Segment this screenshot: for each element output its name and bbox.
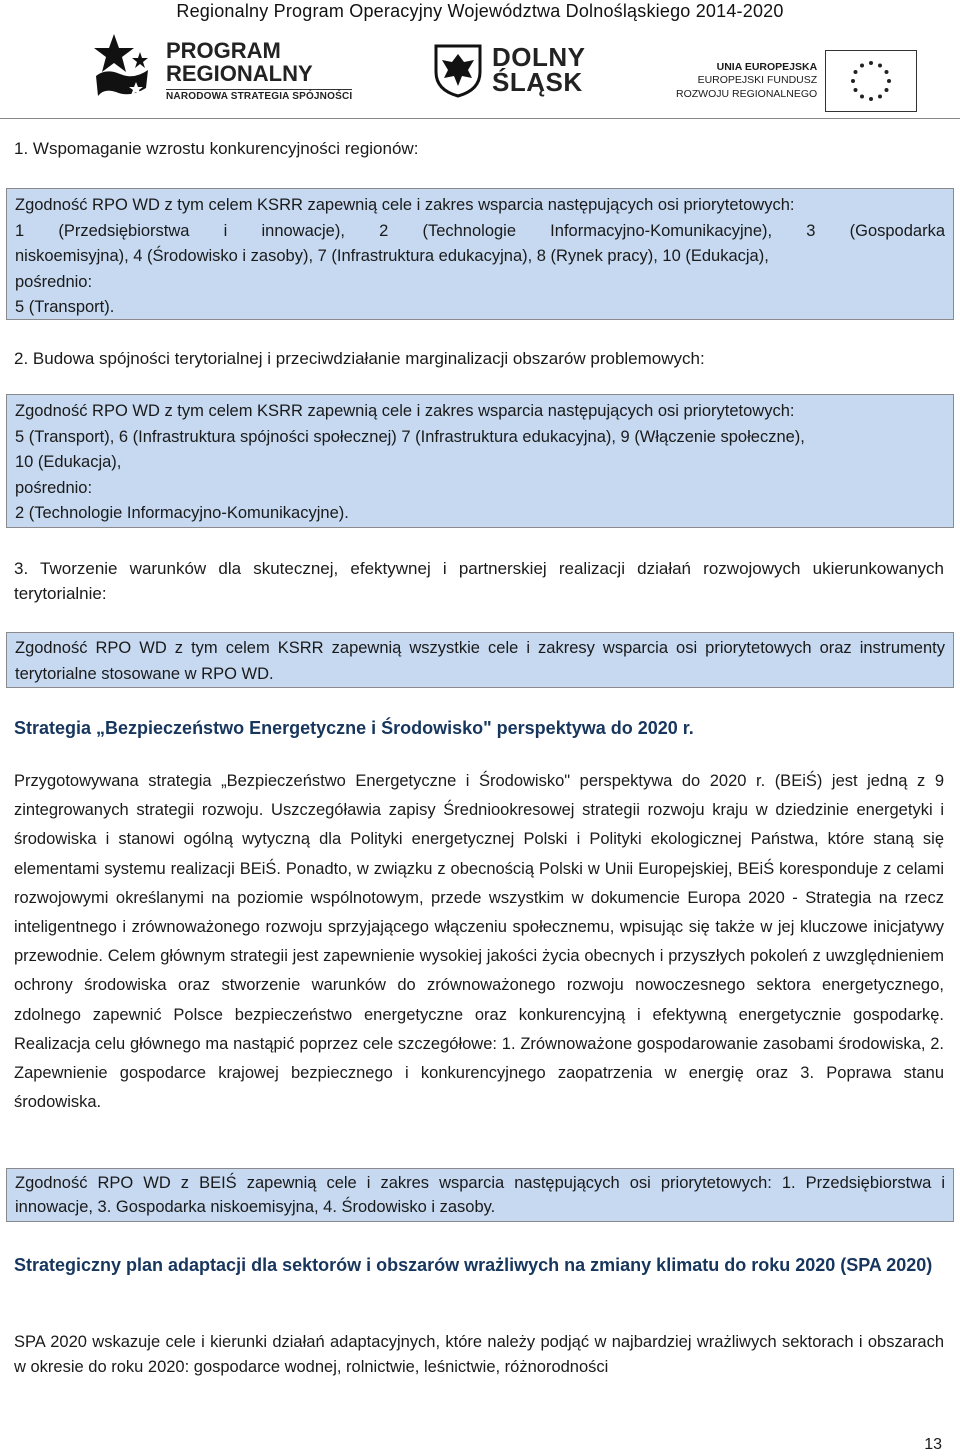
logo-eu-line2: EUROPEJSKI FUNDUSZ bbox=[697, 74, 818, 87]
box-line: Zgodność RPO WD z tym celem KSRR zapewnią cele i zakres wsparcia następujących osi priorytetowych: bbox=[15, 196, 795, 214]
page-header: Regionalny Program Operacyjny Województwa Dolnośląskiego 2014-2020 bbox=[176, 1, 784, 21]
eagle-shield-icon bbox=[432, 42, 484, 98]
section-heading-3: 3. Tworzenie warunków dla skutecznej, efektywnej i partnerskiej realizacji działań rozwojowych ukierunkowanych terytorialnie: bbox=[14, 559, 944, 603]
section-1-box bbox=[6, 188, 954, 320]
eu-logo bbox=[676, 50, 917, 112]
strategy-spa-heading: Strategiczny plan adaptacji dla sektorów i obszarów wrażliwych na zmiany klimatu do roku 2020 (SPA 2020) bbox=[14, 1255, 933, 1275]
logo-program-line1: PROGRAM bbox=[166, 38, 281, 63]
logo-eu-line1: UNIA EUROPEJSKA bbox=[716, 61, 818, 74]
box-line: pośrednio: bbox=[15, 272, 93, 291]
box-line: niskoemisyjna), 4 (Środowisko i zasoby), 7 (Infrastruktura edukacyjna), 8 (Rynek pracy), 10 (Edukacja), bbox=[15, 247, 769, 265]
box-line: pośrednio: bbox=[15, 478, 93, 497]
section-2-box bbox=[6, 394, 954, 528]
dolny-slask-logo bbox=[432, 42, 586, 98]
logo-program-line2: REGIONALNY bbox=[166, 61, 313, 86]
box-line: 5 (Transport). bbox=[15, 298, 115, 316]
box-line: 5 (Transport), 6 (Infrastruktura spójności społecznej) 7 (Infrastruktura edukacyjna), 9 (Włączenie społeczne), bbox=[15, 427, 805, 446]
box-line: Zgodność RPO WD z tym celem KSRR zapewnią cele i zakres wsparcia następujących osi priorytetowych: bbox=[15, 402, 795, 420]
stars-emblem-icon bbox=[86, 32, 158, 110]
section-heading-1: 1. Wspomaganie wzrostu konkurencyjności regionów: bbox=[14, 139, 419, 158]
box-line: 10 (Edukacja), bbox=[15, 453, 122, 471]
logo-dolny-line2: ŚLĄSK bbox=[492, 67, 583, 97]
strategy-beis-heading: Strategia „Bezpieczeństwo Energetyczne i Środowisko" perspektywa do 2020 r. bbox=[14, 718, 694, 738]
strategy-beis-paragraph: Przygotowywana strategia „Bezpieczeństwo Energetyczne i Środowisko" perspektywa do 2020 r. (BEiŚ) jest jedną z 9 zintegrowanych strategii rozwoju. Uszczegóławia zapisy Średniookresowej strategii rozwoju kraju w dziedzinie energetyki i środowiska i stanowi ogólną wytyczną dla Polityki energetycznej Polski i Polityki ekologicznej Państwa, które staną się elementami systemu realizacji BEiŚ. Ponadto, w związku z obecnością Polski w Unii Europejskiej, BEiŚ koresponduje z celami rozwojowymi określanymi na poziomie wspólnotowym, przede wszystkim w dokumencie Europa 2020 - Strategia na rzecz inteligentnego i zrównoważonego rozwoju sprzyjającego włączeniu społecznemu, wpisując się także w jej kluczowe inicjatywy przewodnie. Celem głównym strategii jest zapewnienie wysokiej jakości życia obecnych i przyszłych pokoleń z uwzględnieniem ochrony środowiska oraz stworzenie warunków do zrównoważonego rozwoju nowoczesnego sektora energetycznego, zdolnego zapewnić Polsce bezpieczeństwo energetyczne oraz konkurencyjną i efektywną energetycznie gospodarkę. Realizacja celu głównego ma nastąpić poprzez cele szczegółowe: 1. Zrównoważone gospodarowanie zasobami środowiska, 2. Zapewnienie gospodarce krajowej bezpiecznego i konkurencyjnego zaopatrzenia w energię oraz 3. Poprawa stanu środowiska. bbox=[14, 772, 944, 1112]
strategy-beis-box: Zgodność RPO WD z BEIŚ zapewnią cele i zakres wsparcia następujących osi priorytetowych: 1. Przedsiębiorstwa i innowacje, 3. Gospodarka niskoemisyjna, 4. Środowisko i zasoby. bbox=[6, 1168, 954, 1222]
logo-bar bbox=[0, 32, 960, 110]
program-regionalny-logo bbox=[86, 32, 352, 110]
logo-eu-line3: ROZWOJU REGIONALNEGO bbox=[676, 87, 818, 100]
section-heading-2: 2. Budowa spójności terytorialnej i przeciwdziałanie marginalizacji obszarów problemowych: bbox=[14, 349, 705, 368]
box-line: 1 (Przedsiębiorstwa i innowacje), 2 (Technologie Informacyjno-Komunikacyjne), 3 (Gospodarka bbox=[15, 221, 945, 240]
section-3-box: Zgodność RPO WD z tym celem KSRR zapewnią wszystkie cele i zakresy wsparcia osi priorytetowych oraz instrumenty terytorialne stosowane w RPO WD. bbox=[6, 632, 954, 688]
header-divider bbox=[0, 118, 960, 119]
eu-flag-icon bbox=[825, 50, 917, 112]
box-line: 2 (Technologie Informacyjno-Komunikacyjne). bbox=[15, 504, 349, 522]
logo-program-sub: NARODOWA STRATEGIA SPÓJNOŚCI bbox=[166, 91, 353, 102]
page-number: 13 bbox=[924, 1436, 942, 1453]
logo-dolny-line1: DOLNY bbox=[492, 42, 586, 73]
strategy-spa-paragraph: SPA 2020 wskazuje cele i kierunki działań adaptacyjnych, które należy podjąć w najbardziej wrażliwych sektorach i obszarach w okresie do roku 2020: gospodarce wodnej, rolnictwie, leśnictwie, różnorodności bbox=[14, 1333, 944, 1376]
